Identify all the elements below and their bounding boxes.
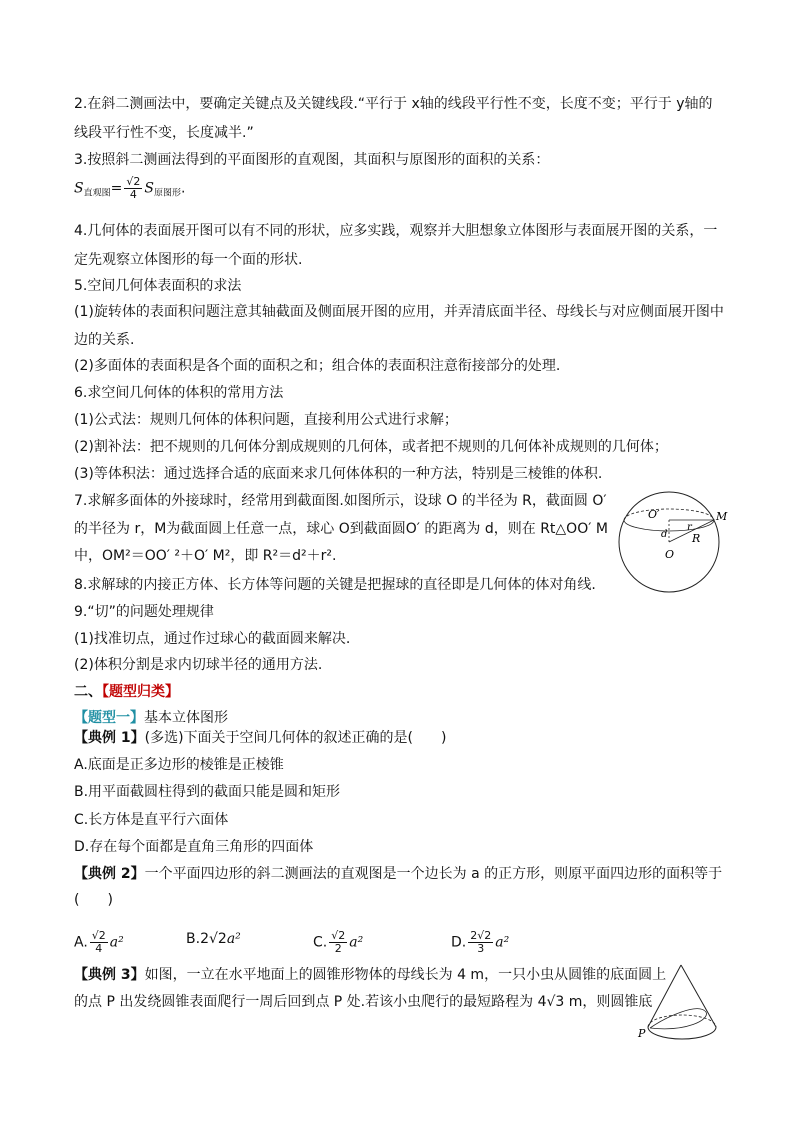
example-2-option-d <box>451 930 509 955</box>
option-d-var: a² <box>495 934 510 951</box>
item-5: 5.空间几何体表面积的求法 <box>74 278 242 294</box>
item-9-2: (2)体积分割是求内切球半径的通用方法. <box>74 657 323 673</box>
option-a-label: A. <box>74 934 88 951</box>
item-5-2: (2)多面体的表面积是各个面的面积之和；组合体的表面积注意衔接部分的处理. <box>74 358 561 374</box>
label-m: M <box>716 510 728 523</box>
option-c-fraction <box>329 930 347 955</box>
item-3: 3.按照斜二测画法得到的平面图形的直观图，其面积与原图形的面积的关系： <box>74 152 550 168</box>
option-a-den: 4 <box>95 942 103 955</box>
example-1-tag: 【典例 1】 <box>74 730 145 746</box>
option-d-num: 2√2 <box>470 929 492 942</box>
option-b-coef: 2√2 <box>200 931 227 947</box>
item-6-1: (1)公式法：规则几何体的体积问题，直接利用公式进行求解； <box>74 412 458 428</box>
section-prefix: 二、 <box>74 684 102 700</box>
formula-s-left: S <box>74 180 84 197</box>
example-1-option-d: D.存在每个面都是直角三角形的四面体 <box>74 839 314 855</box>
example-3-tag: 【典例 3】 <box>74 967 145 983</box>
option-d-fraction <box>468 930 493 955</box>
formula-fraction <box>124 176 142 201</box>
item-8: 8.求解球的内接正方体、长方体等问题的关键是把握球的直径即是几何体的体对角线. <box>74 577 596 593</box>
formula-sub-original: 原图形 <box>153 188 181 199</box>
item-2-line-1: 2.在斜二测画法中，要确定关键点及关键线段.“平行于 x轴的线段平行性不变，长度不变；平行于 y轴的 <box>74 96 713 112</box>
fraction-numerator: √2 <box>126 175 141 188</box>
section-ellipse-back <box>624 509 714 520</box>
option-b-label: B. <box>186 931 201 947</box>
bug-path <box>650 1009 706 1029</box>
item-9: 9.“切”的问题处理规律 <box>74 604 214 620</box>
item-6-2: (2)割补法：把不规则的几何体分割成规则的几何体，或者把不规则的几何体补成规则的几何体； <box>74 439 668 455</box>
option-c-num: √2 <box>331 929 346 942</box>
cone-figure <box>636 962 726 1046</box>
formula-s-right: S <box>144 180 154 197</box>
option-c-var: a² <box>349 934 364 951</box>
example-2-option-c <box>313 930 363 955</box>
item-6: 6.求空间几何体的体积的常用方法 <box>74 385 284 401</box>
item-4-line-1: 4.几何体的表面展开图可以有不同的形状，应多实践，观察并大胆想象立体图形与表面展开图的关系，一 <box>74 223 718 239</box>
option-c-label: C. <box>313 934 328 951</box>
section-header <box>74 683 179 701</box>
section-title: 【题型归类】 <box>102 684 179 700</box>
item-5-1-line-1: (1)旋转体的表面积问题注意其轴截面及侧面展开图的应用，并弄清底面半径、母线长与对应侧面展开图中 <box>74 304 724 320</box>
example-2-option-a <box>74 930 124 955</box>
label-r: r <box>687 522 692 533</box>
example-2-text: 一个平面四边形的斜二测画法的直观图是一个边长为 a 的正方形，则原平面四边形的面积等于 <box>144 866 723 882</box>
item-7-line-2: 的半径为 r，M为截面圆上任意一点，球心 O到截面圆O′ 的距离为 d，则在 Rt△OO′ M <box>74 521 608 537</box>
option-d-label: D. <box>451 934 467 951</box>
label-d: d <box>661 529 668 540</box>
item-4-line-2: 定先观察立体图形的每一个面的形状. <box>74 252 303 268</box>
item-2-line-2: 线段平行性不变，长度减半.” <box>74 125 254 141</box>
fraction-denominator: 4 <box>129 188 137 201</box>
example-1-option-a: A.底面是正多边形的棱锥是正棱锥 <box>74 757 284 773</box>
cone-left-edge <box>648 965 681 1027</box>
item-6-3: (3)等体积法：通过选择合适的底面来求几何体体积的一种方法，特别是三棱锥的体积. <box>74 466 603 482</box>
example-2-option-b <box>186 930 241 948</box>
label-R: R <box>692 532 701 545</box>
item-7-line-1: 7.求解多面体的外接球时，经常用到截面图.如图所示，设球 O 的半径为 R，截面圆 O′ <box>74 493 607 509</box>
formula-sub-intuitive: 直观图 <box>83 188 111 199</box>
example-1-stem <box>74 729 446 747</box>
formula-period: . <box>180 180 186 197</box>
cone-right-edge <box>681 965 716 1027</box>
option-a-num: √2 <box>91 929 106 942</box>
option-b-var: a² <box>226 931 241 947</box>
example-3-line-1 <box>74 966 666 984</box>
example-2-tag: 【典例 2】 <box>74 866 145 882</box>
formula-equals: = <box>110 180 123 197</box>
example-2-stem <box>74 865 722 883</box>
sphere-figure <box>610 490 730 595</box>
item-7-line-3: 中，OM²＝OO′ ²＋O′ M²，即 R²＝d²＋r². <box>74 548 337 564</box>
example-2-paren: ( ) <box>74 892 113 908</box>
label-o: O <box>665 548 675 561</box>
area-formula <box>74 176 185 203</box>
example-1-option-c: C.长方体是直平行六面体 <box>74 812 229 828</box>
type-1-tag: 【题型一】 <box>74 710 144 726</box>
item-9-1: (1)找准切点，通过作过球心的截面圆来解决. <box>74 631 351 647</box>
example-3-line-2: 的点 P 出发绕圆锥表面爬行一周后回到点 P 处.若该小虫爬行的最短路程为 4√3 m，则圆锥底 <box>74 994 653 1010</box>
example-1-text: (多选)下面关于空间几何体的叙述正确的是( ) <box>144 730 447 746</box>
type-1-title: 基本立体图形 <box>144 710 228 726</box>
option-d-den: 3 <box>477 942 485 955</box>
type-1-header <box>74 709 228 727</box>
option-a-fraction <box>90 930 108 955</box>
example-3-text-a: 如图，一立在水平地面上的圆锥形物体的母线长为 4 m，一只小虫从圆锥的底面圆上 <box>144 967 667 983</box>
option-a-var: a² <box>109 934 124 951</box>
label-o-prime: O′ <box>648 508 660 521</box>
item-5-1-line-2: 边的关系. <box>74 332 135 348</box>
example-1-option-b: B.用平面截圆柱得到的截面只能是圆和矩形 <box>74 784 341 800</box>
label-p: P <box>638 1027 646 1040</box>
option-c-den: 2 <box>334 942 342 955</box>
